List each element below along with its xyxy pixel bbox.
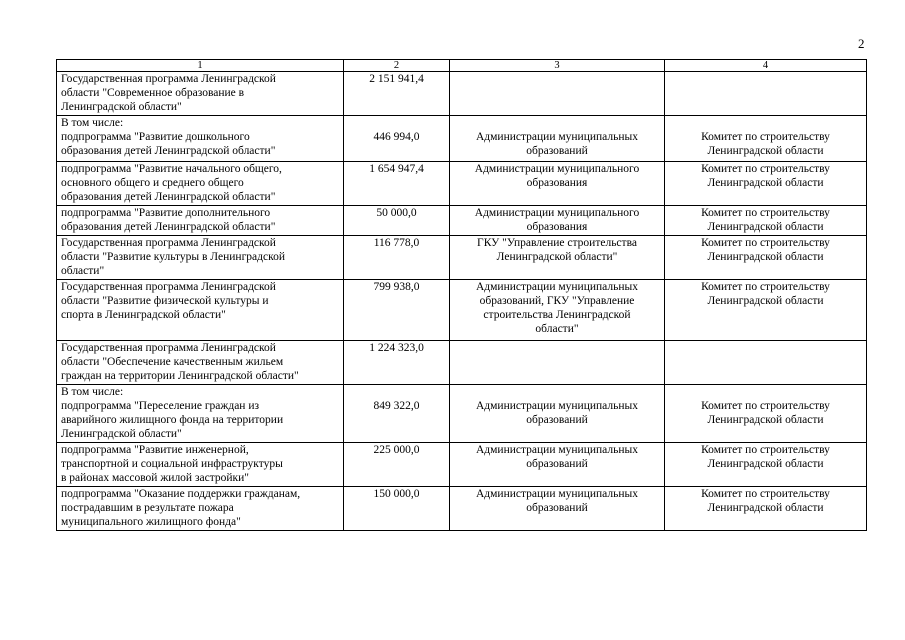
column-number-2: 2 [344,60,450,72]
recipient-line: области" [535,323,579,335]
column-number-4: 4 [665,60,867,72]
customer-cell [665,206,867,236]
amount-value: 1 654 947,4 [369,163,424,175]
page-number: 2 [858,36,865,51]
customer-cell [665,116,867,162]
table-row [57,236,867,280]
recipient-line: Администрации муниципального [474,163,640,175]
recipient-cell-text [454,236,660,264]
program-name-cell [57,443,344,487]
recipient-line: образований [526,414,588,426]
recipient-line: образования [526,221,588,233]
recipient-line: Администрации муниципальных [476,281,638,293]
recipient-cell-text [454,162,660,190]
amount-value: 446 994,0 [373,131,420,143]
customer-line: Комитет по строительству [701,207,830,219]
table-row [57,385,867,443]
amount-cell [344,280,450,341]
recipient-line: Администрации муниципальных [476,444,638,456]
program-name-line: аварийного жилищного фонда на территории [61,414,284,426]
recipient-line: образований [526,145,588,157]
recipient-cell [450,341,665,385]
amount-cell [344,443,450,487]
customer-cell [665,385,867,443]
customer-line: Комитет по строительству [701,488,830,500]
amount-cell [344,72,450,116]
recipient-cell [450,72,665,116]
program-name-line: области "Современное образование в [61,87,245,99]
customer-line: Комитет по строительству [701,163,830,175]
amount-cell [344,487,450,531]
amount-value: 849 322,0 [373,400,420,412]
recipient-line: Администрации муниципальных [476,488,638,500]
recipient-line: образования [526,177,588,189]
customer-cell-text [669,280,862,308]
recipient-cell-text [454,280,660,336]
program-name-cell [57,487,344,531]
program-name-line: подпрограмма "Оказание поддержки гражданам, [61,488,301,500]
customer-line: Ленинградской области [707,414,824,426]
customer-line: Ленинградской области [707,251,824,263]
recipient-cell [450,236,665,280]
customer-line: Ленинградской области [707,145,824,157]
program-name-cell [57,280,344,341]
customer-cell-text [669,162,862,190]
customer-line: Комитет по строительству [701,400,830,412]
program-name-line: В том числе: [61,386,124,398]
customer-line: Ленинградской области [707,502,824,514]
recipient-line: образований, ГКУ "Управление [479,295,635,307]
program-name-cell [57,162,344,206]
customer-cell-text [669,206,862,234]
recipient-cell-text [454,206,660,234]
amount-cell [344,116,450,162]
program-name-line: Ленинградской области" [61,428,182,440]
customer-cell [665,280,867,341]
column-number-1: 1 [57,60,344,72]
recipient-cell [450,206,665,236]
recipient-line: Администрации муниципального [474,207,640,219]
program-name-line: в районах массовой жилой застройки" [61,472,249,484]
program-name-line: Ленинградской области" [61,101,182,113]
customer-cell [665,236,867,280]
program-name-line: образования детей Ленинградской области" [61,191,276,203]
table-row [57,341,867,385]
program-name-line: подпрограмма "Развитие дополнительного [61,207,271,219]
program-name-line: транспортной и социальной инфраструктуры [61,458,283,470]
amount-value: 50 000,0 [376,207,417,219]
program-name-line: подпрограмма "Развитие дошкольного [61,131,250,143]
table-row [57,487,867,531]
amount-value: 116 778,0 [373,237,420,249]
program-name-line: образования детей Ленинградской области" [61,221,276,233]
table-row [57,206,867,236]
recipient-line: образований [526,502,588,514]
recipient-cell [450,116,665,162]
recipient-line: строительства Ленинградской [483,309,631,321]
customer-cell-text [669,443,862,471]
customer-cell [665,443,867,487]
program-name-line: Государственная программа Ленинградской [61,281,276,293]
program-name-line: образования детей Ленинградской области" [61,145,276,157]
customer-line: Комитет по строительству [701,444,830,456]
recipient-cell [450,162,665,206]
customer-line: Ленинградской области [707,177,824,189]
program-name-line: подпрограмма "Переселение граждан из [61,400,260,412]
recipient-cell-text [454,116,660,158]
program-name-cell [57,72,344,116]
program-name-line: подпрограмма "Развитие начального общего, [61,163,282,175]
program-name-cell [57,236,344,280]
table-row [57,72,867,116]
program-name-line: области "Развитие культуры в Ленинградской [61,251,286,263]
recipient-cell-text [454,487,660,515]
program-name-line: области" [61,265,105,277]
program-name-line: области "Обеспечение качественным жильем [61,356,284,368]
amount-value: 799 938,0 [373,281,420,293]
customer-cell [665,341,867,385]
customer-cell-text [669,236,862,264]
column-number-row [57,60,867,72]
program-name-line: спорта в Ленинградской области" [61,309,226,321]
customer-line: Ленинградской области [707,221,824,233]
customer-line: Ленинградской области [707,295,824,307]
program-name-cell [57,385,344,443]
recipient-cell [450,443,665,487]
customer-line: Ленинградской области [707,458,824,470]
table-row [57,280,867,341]
amount-value: 2 151 941,4 [369,73,424,85]
recipient-line: ГКУ "Управление строительства [477,237,637,249]
program-name-line: подпрограмма "Развитие инженерной, [61,444,249,456]
recipient-cell-text [454,385,660,427]
customer-cell [665,162,867,206]
recipient-line: образований [526,458,588,470]
customer-cell-text [669,385,862,427]
program-name-line: В том числе: [61,117,124,129]
recipient-cell-text [454,443,660,471]
program-name-line: граждан на территории Ленинградской области" [61,370,299,382]
program-name-line: Государственная программа Ленинградской [61,237,276,249]
column-number-3: 3 [450,60,665,72]
amount-value: 150 000,0 [373,488,420,500]
customer-line: Комитет по строительству [701,237,830,249]
amount-cell [344,385,450,443]
table-row [57,116,867,162]
program-name-line: области "Развитие физической культуры и [61,295,269,307]
program-name-line: пострадавшим в результате пожара [61,502,234,514]
program-name-line: Государственная программа Ленинградской [61,73,276,85]
recipient-cell [450,385,665,443]
customer-line: Комитет по строительству [701,281,830,293]
amount-value: 1 224 323,0 [369,342,424,354]
recipient-cell [450,280,665,341]
customer-cell [665,487,867,531]
amount-cell [344,236,450,280]
customer-line: Комитет по строительству [701,131,830,143]
customer-cell-text [669,487,862,515]
amount-value: 225 000,0 [373,444,420,456]
amount-cell [344,341,450,385]
recipient-line: Администрации муниципальных [476,131,638,143]
customer-cell-text [669,116,862,158]
distribution-table [56,59,867,531]
program-name-cell [57,116,344,162]
recipient-line: Ленинградской области" [496,251,618,263]
program-name-cell [57,206,344,236]
program-name-line: Государственная программа Ленинградской [61,342,276,354]
recipient-line: Администрации муниципальных [476,400,638,412]
program-name-line: основного общего и среднего общего [61,177,244,189]
program-name-cell [57,341,344,385]
amount-cell [344,206,450,236]
program-name-line: муниципального жилищного фонда" [61,516,241,528]
table-row [57,162,867,206]
amount-cell [344,162,450,206]
customer-cell [665,72,867,116]
recipient-cell [450,487,665,531]
table-row [57,443,867,487]
